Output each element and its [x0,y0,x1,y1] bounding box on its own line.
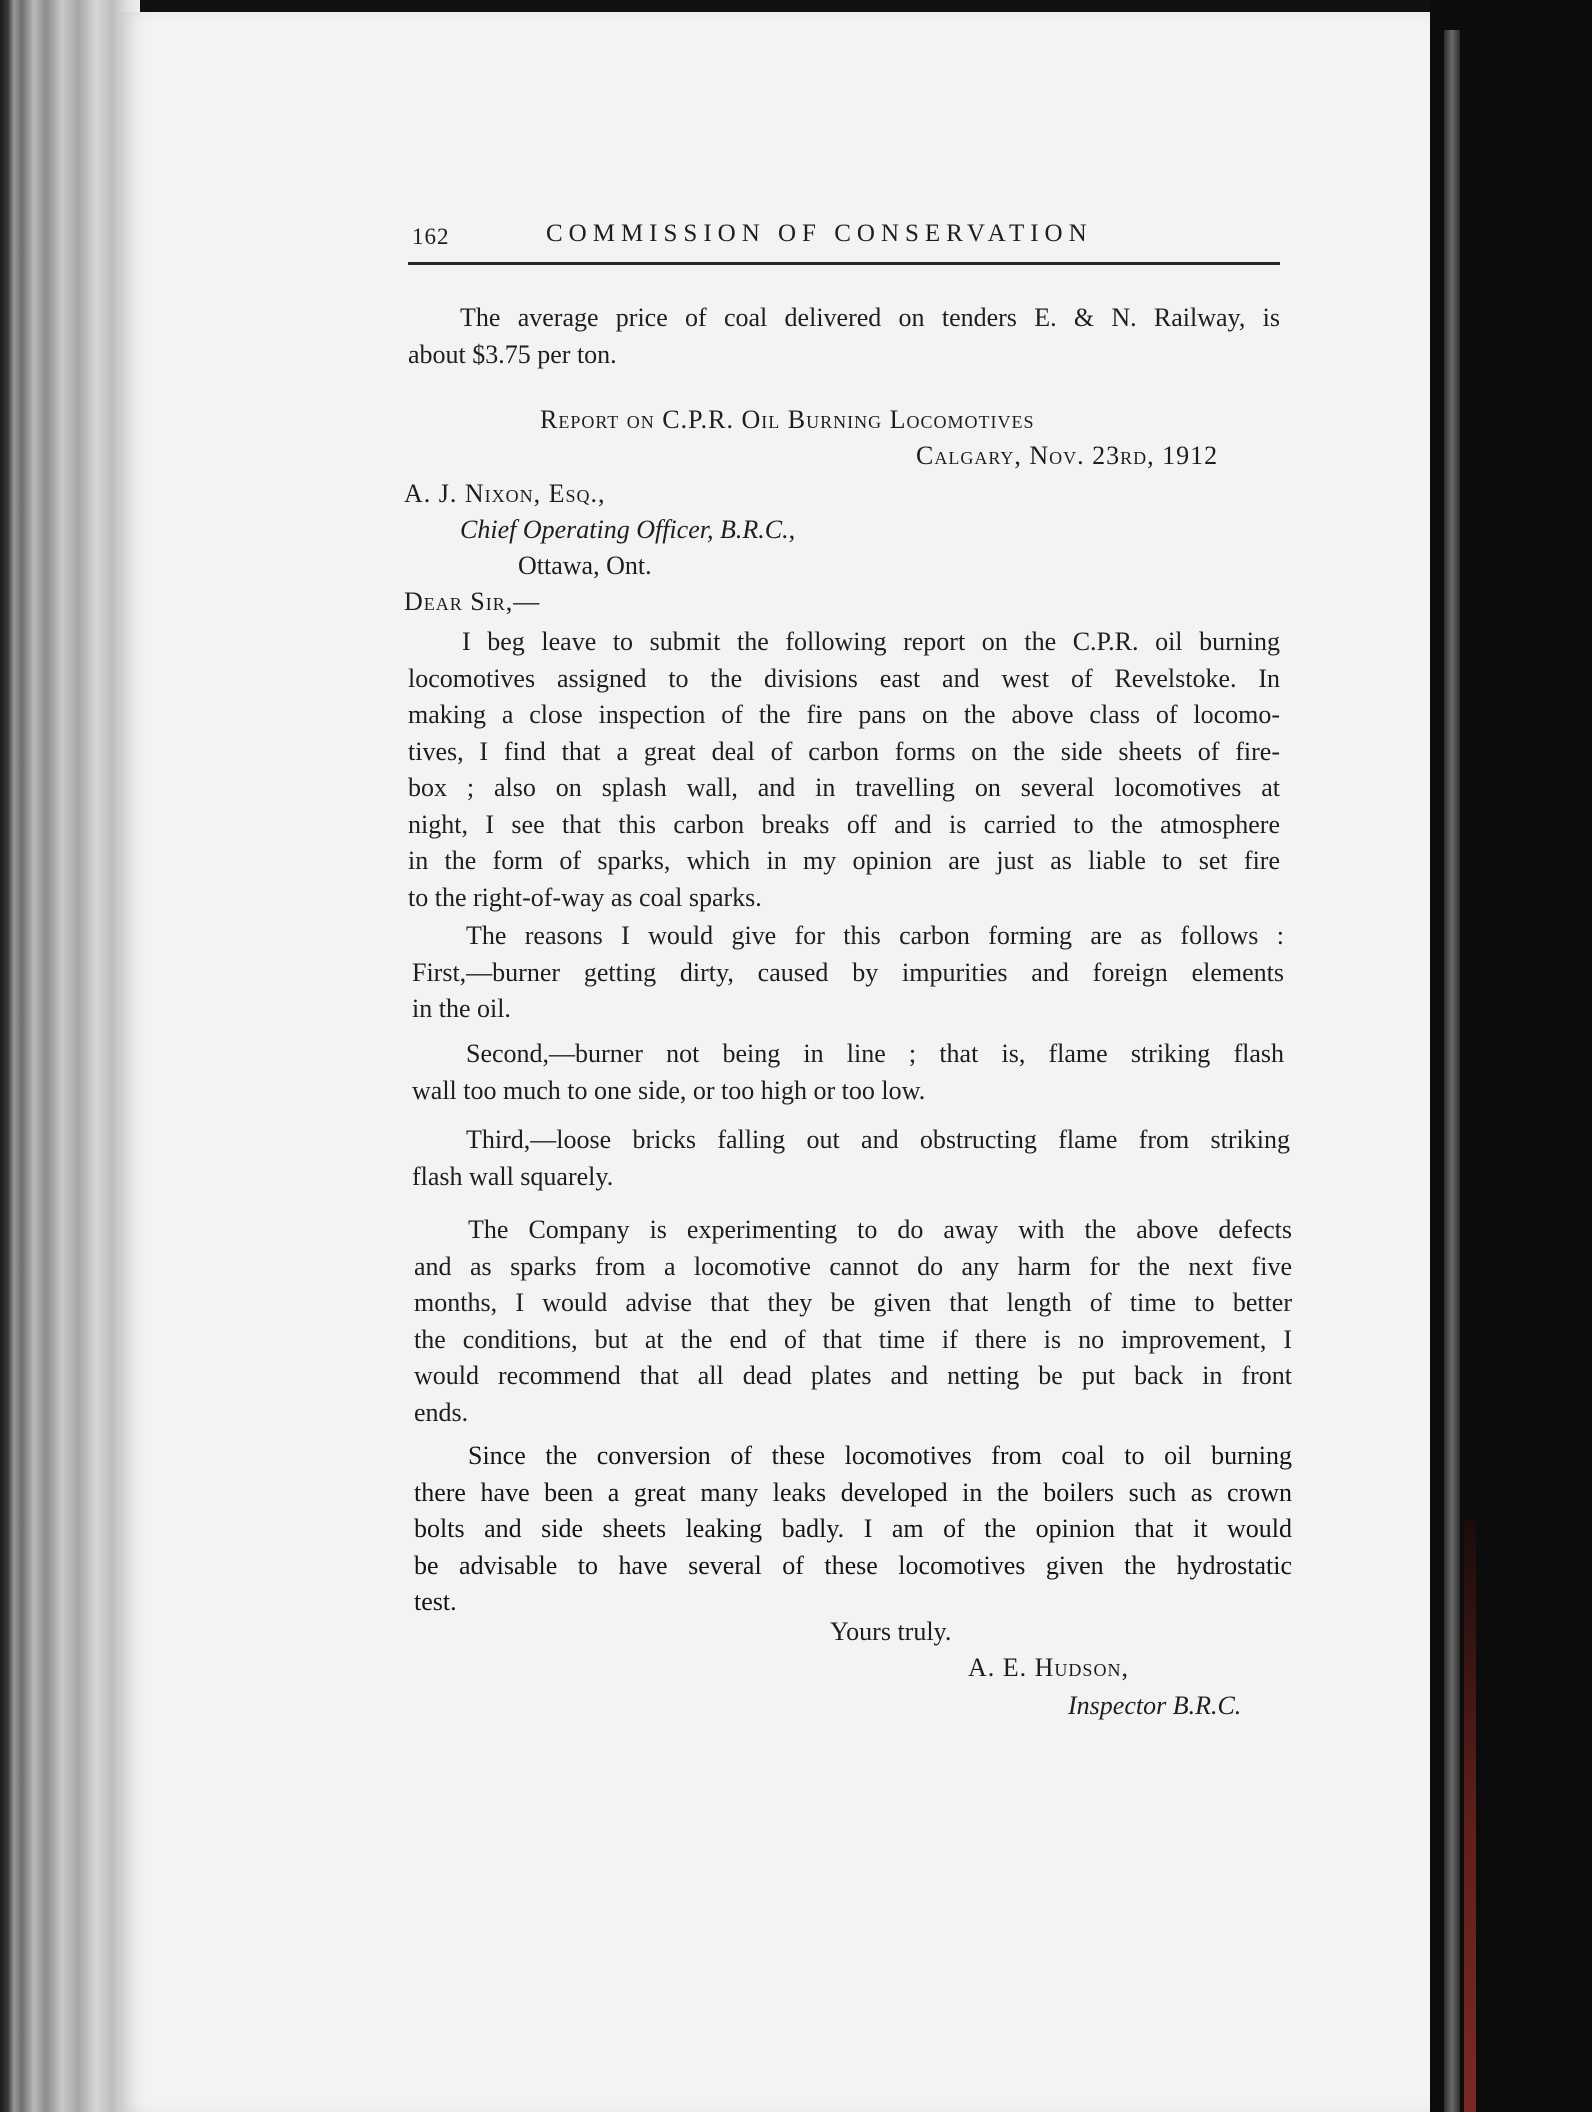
intro-line: The average price of coal delivered on tenders E. & N. Railway, is [460,303,1280,332]
paragraph-line: The reasons I would give for this carbon forming are as follows : [466,921,1284,950]
addressee-name: A. J. Nixon, Esq., [404,479,606,508]
running-header-title: COMMISSION OF CONSERVATION [546,220,1093,247]
body-paragraph [412,918,1284,1028]
paragraph-line: The Company is experimenting to do away with the above defects [468,1215,1292,1244]
paragraph-line: months, I would advise that they be given that length of time to better [414,1288,1292,1317]
signer-title: Inspector B.R.C. [1068,1691,1242,1720]
report-title: Report on C.P.R. Oil Burning Locomotives [540,405,1035,434]
paragraph-line: there have been a great many leaks developed in the boilers such as crown [414,1477,1292,1507]
report-place-date: Calgary, Nov. 23rd, 1912 [916,441,1219,470]
paragraph-line: the conditions, but at the end of that time if there is no improvement, I [414,1324,1292,1354]
paragraph-line: Second,—burner not being in line ; that is, flame striking flash [466,1039,1284,1068]
paragraph-line: flash wall squarely. [412,1161,614,1191]
paragraph-line: Since the conversion of these locomotives from coal to oil burning [468,1441,1292,1470]
paragraph-line: night, I see that this carbon breaks off and is carried to the atmosphere [408,809,1280,839]
paragraph-line: to the right-of-way as coal sparks. [408,882,762,912]
intro-paragraph [408,300,1280,373]
body-paragraph [412,1122,1290,1195]
intro-line: about $3.75 per ton. [408,339,617,369]
body-paragraph [414,1438,1292,1621]
paragraph-line: ends. [414,1397,469,1427]
paragraph-line: would recommend that all dead plates and netting be put back in front [414,1361,1292,1390]
paragraph-line: tives, I find that a great deal of carbon forms on the side sheets of fire- [408,736,1280,766]
addressee-city: Ottawa, Ont. [518,551,652,580]
body-paragraph [412,1036,1284,1109]
salutation: Dear Sir,— [404,587,541,616]
paragraph-line: First,—burner getting dirty, caused by impurities and foreign elements [412,957,1284,987]
paragraph-line: bolts and side sheets leaking badly. I am of the opinion that it would [414,1514,1292,1543]
addressee-position: Chief Operating Officer, B.R.C., [460,515,796,544]
paragraph-line: in the oil. [412,994,511,1023]
header-rule [408,262,1280,265]
paragraph-line: test. [414,1587,457,1616]
paragraph-line: in the form of sparks, which in my opinion are just as liable to set fire [408,846,1280,875]
signer-name: A. E. Hudson, [968,1653,1129,1682]
book-page-edges [0,0,140,2112]
paragraph-line: be advisable to have several of these locomotives given the hydrostatic [414,1550,1292,1580]
body-paragraph [414,1212,1292,1431]
paragraph-line: locomotives assigned to the divisions east and west of Revelstoke. In [408,663,1280,693]
paragraph-line: Third,—loose bricks falling out and obstructing flame from striking [466,1125,1290,1154]
paragraph-line: making a close inspection of the fire pans on the above class of locomo- [408,700,1280,729]
body-paragraph [408,624,1280,916]
valediction: Yours truly. [830,1617,952,1646]
book-cover-edge [1464,1520,1476,2112]
paragraph-line: wall too much to one side, or too high or too low. [412,1075,926,1105]
paragraph-line: box ; also on splash wall, and in travelling on several locomotives at [408,773,1280,802]
page-number: 162 [412,224,450,249]
paragraph-line: I beg leave to submit the following report on the C.P.R. oil burning [462,627,1280,656]
facing-page-edge [1444,30,1460,2112]
paragraph-line: and as sparks from a locomotive cannot do any harm for the next five [414,1251,1292,1281]
